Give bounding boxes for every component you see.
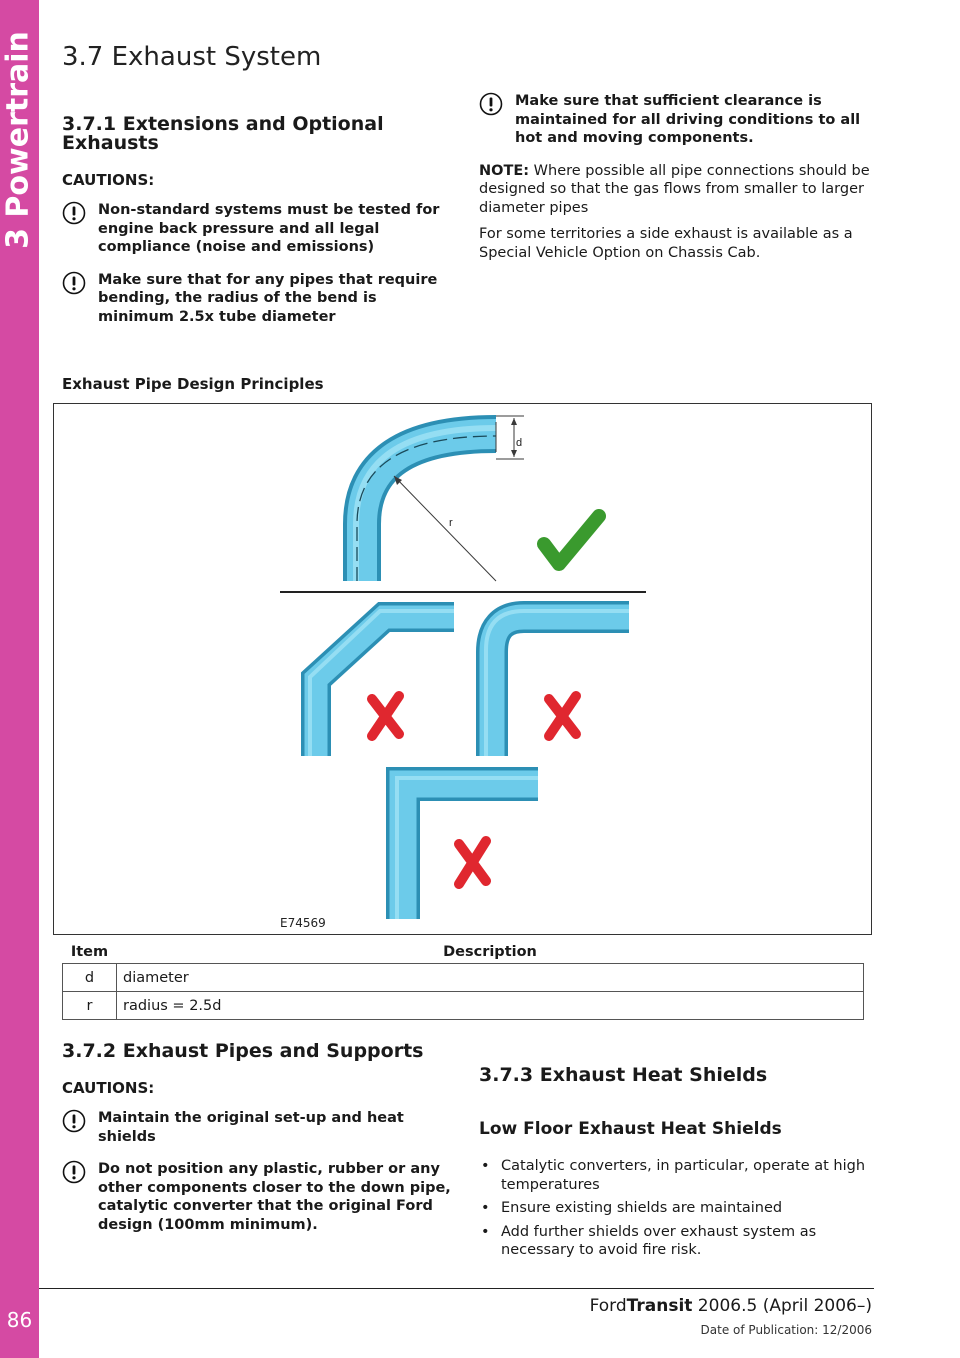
- item-cell: d: [63, 964, 117, 992]
- label-d: d: [516, 437, 523, 449]
- section-371-heading: 3.7.1 Extensions and Optional Exhausts: [62, 113, 384, 154]
- cross-icon: [372, 696, 399, 736]
- description-header: Description: [443, 944, 537, 960]
- footer-publication: [590, 1296, 872, 1316]
- cross-icon: [459, 841, 486, 884]
- footer-brand: Ford: [589, 1296, 627, 1316]
- section-373-subheading: Low Floor Exhaust Heat Shields: [479, 1119, 782, 1139]
- section-371-left: [62, 115, 452, 340]
- figure-id: E74569: [280, 916, 326, 930]
- section-372-heading: 3.7.2 Exhaust Pipes and Supports: [62, 1040, 424, 1062]
- table-row: [63, 964, 864, 992]
- caution-icon: [62, 201, 86, 225]
- caution-icon: [62, 271, 86, 295]
- caution-item: [62, 271, 452, 327]
- caution-text: Make sure that for any pipes that require bending, the radius of the bend is minimum 2.5x tube diameter: [98, 271, 438, 325]
- table-row: [63, 992, 864, 1020]
- caution-icon: [479, 92, 503, 116]
- caution-text: Make sure that sufficient clearance is maintained for all driving conditions to all hot and moving components.: [515, 93, 861, 146]
- caution-item: [62, 1160, 452, 1234]
- caution-icon: [62, 1160, 86, 1184]
- footer-model: Transit: [626, 1296, 693, 1316]
- note-paragraph: [479, 162, 874, 218]
- figure-caption: Exhaust Pipe Design Principles: [62, 375, 324, 393]
- note-text: Where possible all pipe connections should be designed so that the gas flows from smaller to larger diameter pipes: [479, 162, 870, 216]
- cautions-label: CAUTIONS:: [62, 1079, 155, 1097]
- footer-edition: 2006.5 (April 2006–): [692, 1296, 872, 1316]
- check-icon: [544, 516, 599, 564]
- item-cell: r: [63, 992, 117, 1020]
- section-372: [62, 1042, 452, 1248]
- caution-text: Non-standard systems must be tested for engine back pressure and all legal compliance (noise and emissions): [98, 202, 440, 255]
- page-number: 86: [6, 1308, 33, 1332]
- heat-shield-list: [479, 1157, 874, 1260]
- list-item: • Catalytic converters, in particular, operate at high temperatures: [479, 1157, 874, 1194]
- incorrect-pipe-tight: [486, 611, 629, 756]
- caution-item: [62, 201, 452, 257]
- label-r: r: [449, 517, 453, 529]
- footer-divider: [39, 1288, 874, 1289]
- item-header: Item: [70, 944, 109, 960]
- cross-icon: [549, 696, 576, 736]
- list-item: • Ensure existing shields are maintained: [479, 1199, 874, 1218]
- pipe-diagram: [54, 404, 871, 934]
- caution-text: Maintain the original set-up and heat shields: [98, 1110, 404, 1145]
- incorrect-pipe-angled: [310, 611, 454, 756]
- list-item: • Add further shields over exhaust system as necessary to avoid fire risk.: [479, 1223, 874, 1260]
- section-373: [479, 1066, 874, 1265]
- section-373-heading: 3.7.3 Exhaust Heat Shields: [479, 1064, 768, 1086]
- description-cell: radius = 2.5d: [117, 992, 864, 1020]
- item-table: [62, 943, 864, 1020]
- description-cell: diameter: [117, 964, 864, 992]
- correct-pipe: [346, 404, 524, 581]
- page-title: 3.7 Exhaust System: [62, 42, 322, 72]
- caution-icon: [62, 1109, 86, 1133]
- caution-item: [62, 1109, 452, 1146]
- cautions-label: CAUTIONS:: [62, 171, 155, 189]
- note-label: NOTE:: [479, 162, 530, 179]
- exhaust-pipe-figure: [53, 403, 872, 935]
- section-371-right: [479, 92, 874, 270]
- side-tab: [0, 0, 39, 1358]
- caution-text: Do not position any plastic, rubber or any other components closer to the down pipe, catalytic converter that the original Ford design (100mm minimum).: [98, 1161, 451, 1233]
- side-exhaust-paragraph: For some territories a side exhaust is available as a Special Vehicle Option on Chassis Cab.: [479, 226, 853, 261]
- footer-date: Date of Publication: 12/2006: [700, 1323, 872, 1337]
- caution-item: [479, 92, 874, 148]
- chapter-title: 3 Powertrain: [0, 31, 36, 249]
